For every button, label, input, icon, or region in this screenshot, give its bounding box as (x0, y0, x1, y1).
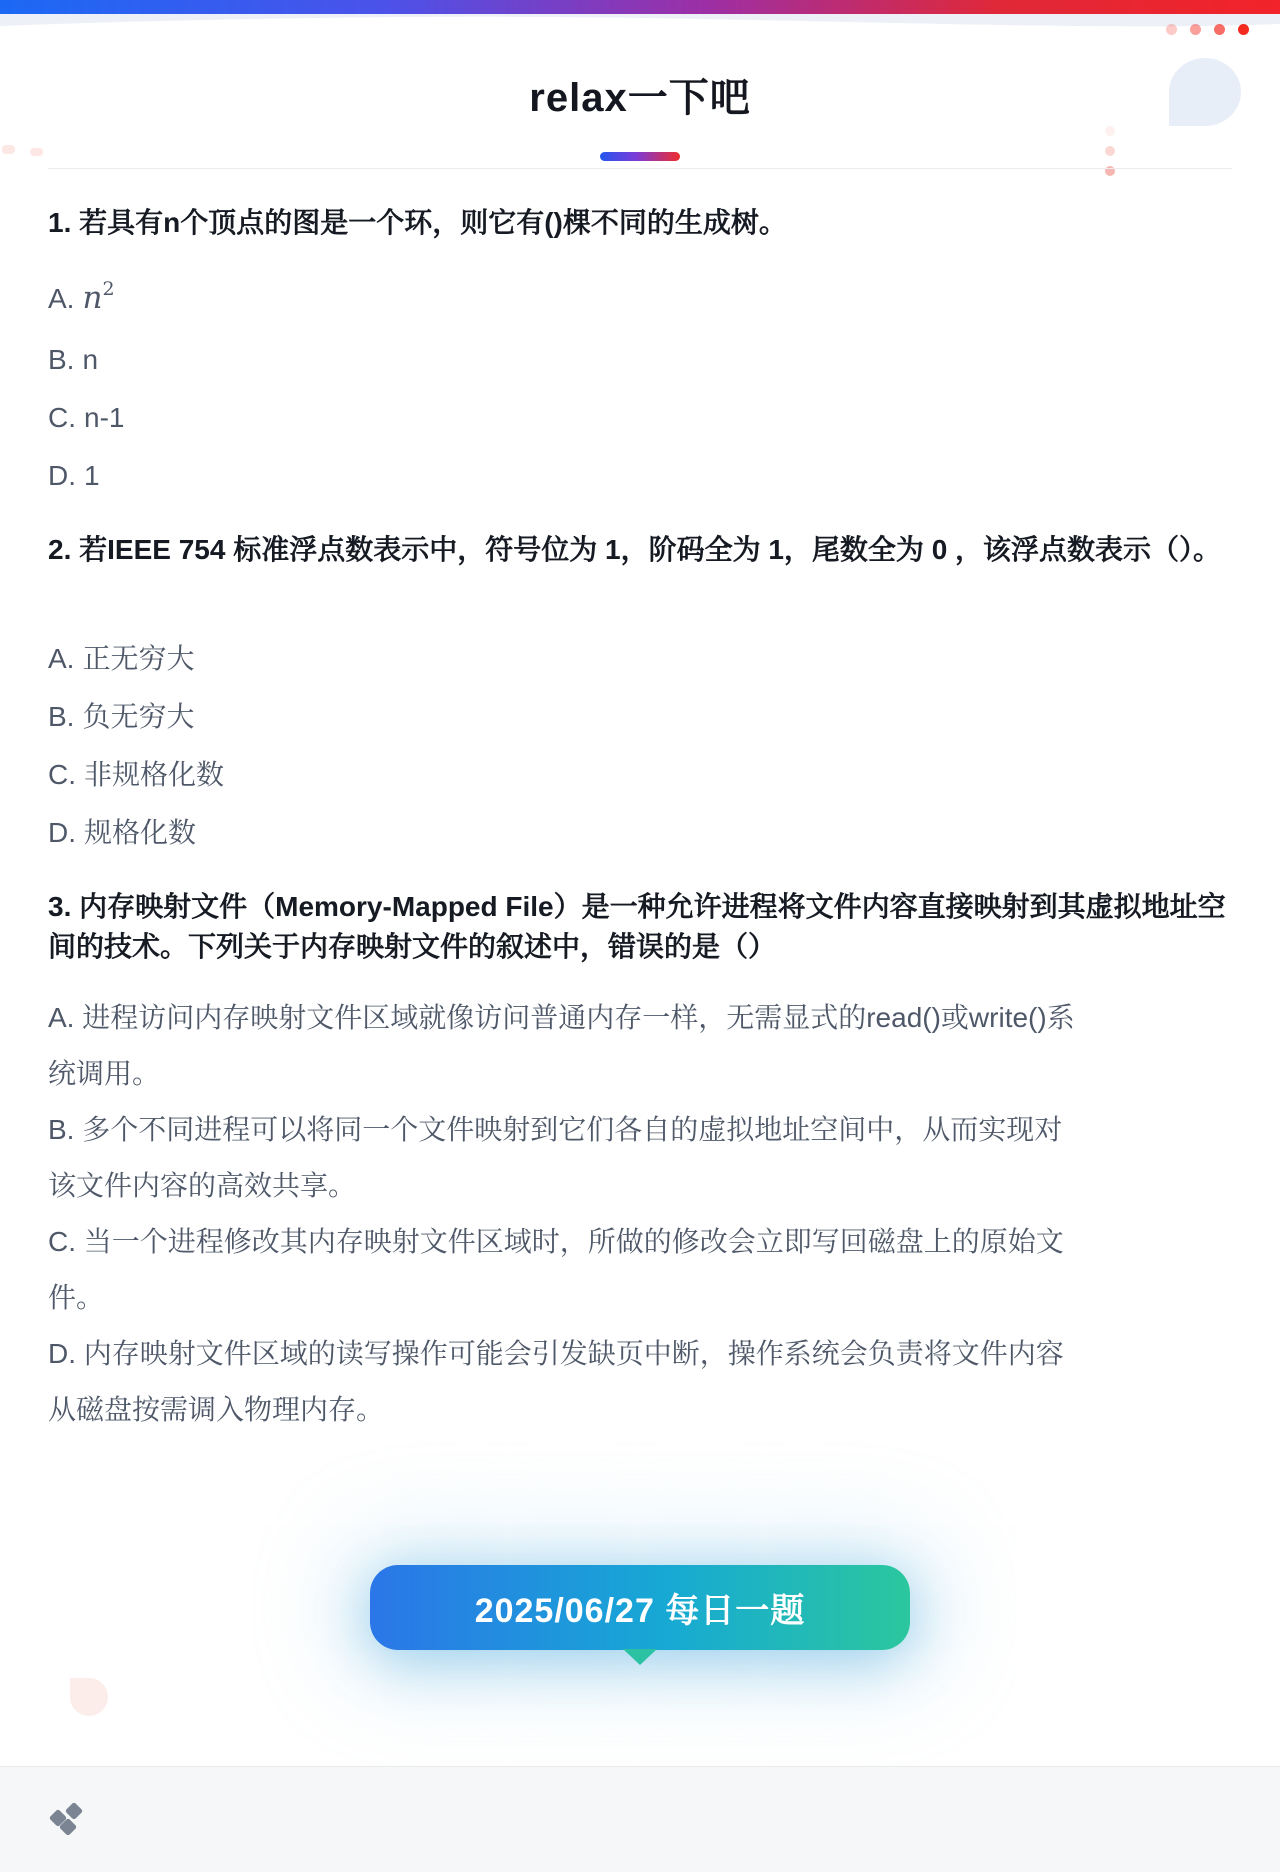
question-block-2 (48, 530, 1232, 853)
header (0, 0, 1280, 169)
question-title-line: 间的技术。下列关于内存映射文件的叙述中，错误的是（） (48, 931, 777, 962)
option-row (48, 278, 1232, 322)
option-label: D. (48, 817, 76, 848)
option-text: 负无穷大 (82, 701, 195, 732)
option-label: A. (48, 283, 75, 314)
question-title-line: 3. 内存映射文件（Memory-Mapped File）是一种允许进程将文件内容直接映射到其虚拟地址空 (48, 891, 1226, 922)
option-label: B. (48, 701, 75, 732)
option-text-line: 件。 (48, 1282, 105, 1313)
question-title (48, 887, 1232, 967)
pink-teardrop-blob (70, 1678, 108, 1716)
question-title: 2. 若IEEE 754 标准浮点数表示中，符号位为 1，阶码全为 1，尾数全为 0 ，该浮点数表示（）。 (48, 534, 1222, 565)
option-text-line: 统调用。 (48, 1058, 161, 1089)
option-row (48, 1214, 1232, 1326)
option-text-line: 从磁盘按需调入物理内存。 (48, 1394, 385, 1425)
option-text: 规格化数 (84, 817, 197, 848)
option-text-line: C. 当一个进程修改其内存映射文件区域时，所做的修改会立即写回磁盘上的原始文 (48, 1226, 1064, 1257)
option-text: n-1 (84, 402, 125, 433)
option-label: D. (48, 460, 76, 491)
title-underline (600, 152, 680, 161)
option-text-line: D. 内存映射文件区域的读写操作可能会引发缺页中断，操作系统会负责将文件内容 (48, 1338, 1064, 1369)
option-row (48, 340, 1232, 380)
option-row (48, 639, 1232, 679)
option-row (48, 1326, 1232, 1438)
question-block-1 (48, 203, 1232, 496)
question-title: 1. 若具有n个顶点的图是一个环，则它有()棵不同的生成树。 (48, 207, 787, 238)
option-text: 非规格化数 (84, 759, 225, 790)
option-row (48, 456, 1232, 496)
badge-pointer-icon (623, 1649, 657, 1665)
option-text: 正无穷大 (82, 643, 195, 674)
question-list (48, 203, 1232, 1438)
options-q2 (48, 639, 1232, 853)
option-row (48, 990, 1232, 1102)
page-title: relax一下吧 (529, 76, 751, 120)
footer (0, 1766, 1280, 1872)
option-text: n (82, 344, 99, 375)
date-badge (370, 1565, 910, 1650)
options-q1 (48, 278, 1232, 496)
option-row (48, 813, 1232, 853)
option-text-line: B. 多个不同进程可以将同一个文件映射到它们各自的虚拟地址空间中，从而实现对 (48, 1114, 1063, 1145)
question-block-3 (48, 887, 1232, 1438)
option-row (48, 755, 1232, 795)
option-text: 1 (84, 460, 100, 491)
option-label: C. (48, 759, 76, 790)
options-q3 (48, 990, 1232, 1438)
option-text-line: A. 进程访问内存映射文件区域就像访问普通内存一样，无需显式的read()或write()系 (48, 1002, 1075, 1033)
option-label: B. (48, 344, 75, 375)
option-row (48, 697, 1232, 737)
option-row (48, 1102, 1232, 1214)
header-divider (48, 168, 1232, 169)
option-text-line: 该文件内容的高效共享。 (48, 1170, 357, 1201)
math-superscript: 2 (102, 278, 115, 300)
option-label: A. (48, 643, 75, 674)
date-badge-label: 2025/06/27 每日一题 (474, 1592, 806, 1630)
option-row (48, 398, 1232, 438)
option-label: C. (48, 402, 76, 433)
option-text-math: n (82, 280, 103, 316)
diamonds-logo-icon (47, 1801, 87, 1837)
